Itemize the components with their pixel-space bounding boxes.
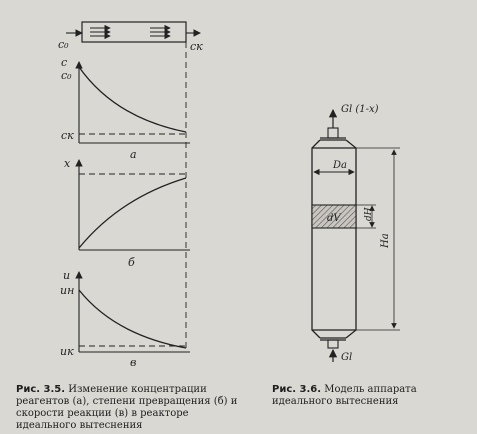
panel-c-un-label: uн — [60, 284, 75, 297]
element-height-label: dH — [364, 207, 374, 221]
height-label: Ha — [380, 233, 391, 248]
figure-3-6-caption — [272, 384, 468, 408]
panel-c-uk-label: uк — [60, 345, 74, 358]
panel-b-conversion — [79, 160, 190, 250]
tube-reactor — [66, 22, 200, 42]
rate-curve — [79, 290, 186, 348]
concentration-curve — [79, 67, 186, 132]
figure-3-5-text: Изменение концентрации реагентов (а), степени превращения (б) и скорости реакции (в) в реакторе идеального вытеснения — [16, 384, 238, 431]
inlet-label: c₀ — [58, 38, 69, 51]
diameter-label: Da — [333, 160, 347, 171]
panel-b-letter: б — [128, 256, 135, 269]
bottom-flow-label: Gl — [341, 352, 353, 363]
element-label: dV — [327, 213, 341, 224]
conversion-curve — [79, 178, 186, 248]
panel-a-y-axis-label: c — [61, 56, 68, 69]
panel-c-y-axis-label: u — [63, 269, 71, 282]
figure-3-6-number: Рис. 3.6. — [272, 384, 322, 395]
panel-c-letter: в — [130, 356, 137, 369]
panel-b-y-axis-label: x — [64, 157, 71, 170]
top-flow-label: Gl (1-x) — [341, 104, 379, 115]
panel-a-ck-label: cк — [61, 129, 74, 142]
panel-a-c0-label: c₀ — [61, 69, 72, 82]
outlet-label: cк — [190, 40, 203, 53]
figure-3-5-number: Рис. 3.5. — [16, 384, 66, 395]
panel-a-concentration — [79, 62, 190, 143]
panel-c-rate — [79, 272, 190, 352]
panel-a-letter: а — [130, 148, 137, 161]
figure-3-5-caption — [16, 384, 252, 432]
figure-3-6-text: Модель аппарата идеального вытеснения — [272, 384, 417, 407]
